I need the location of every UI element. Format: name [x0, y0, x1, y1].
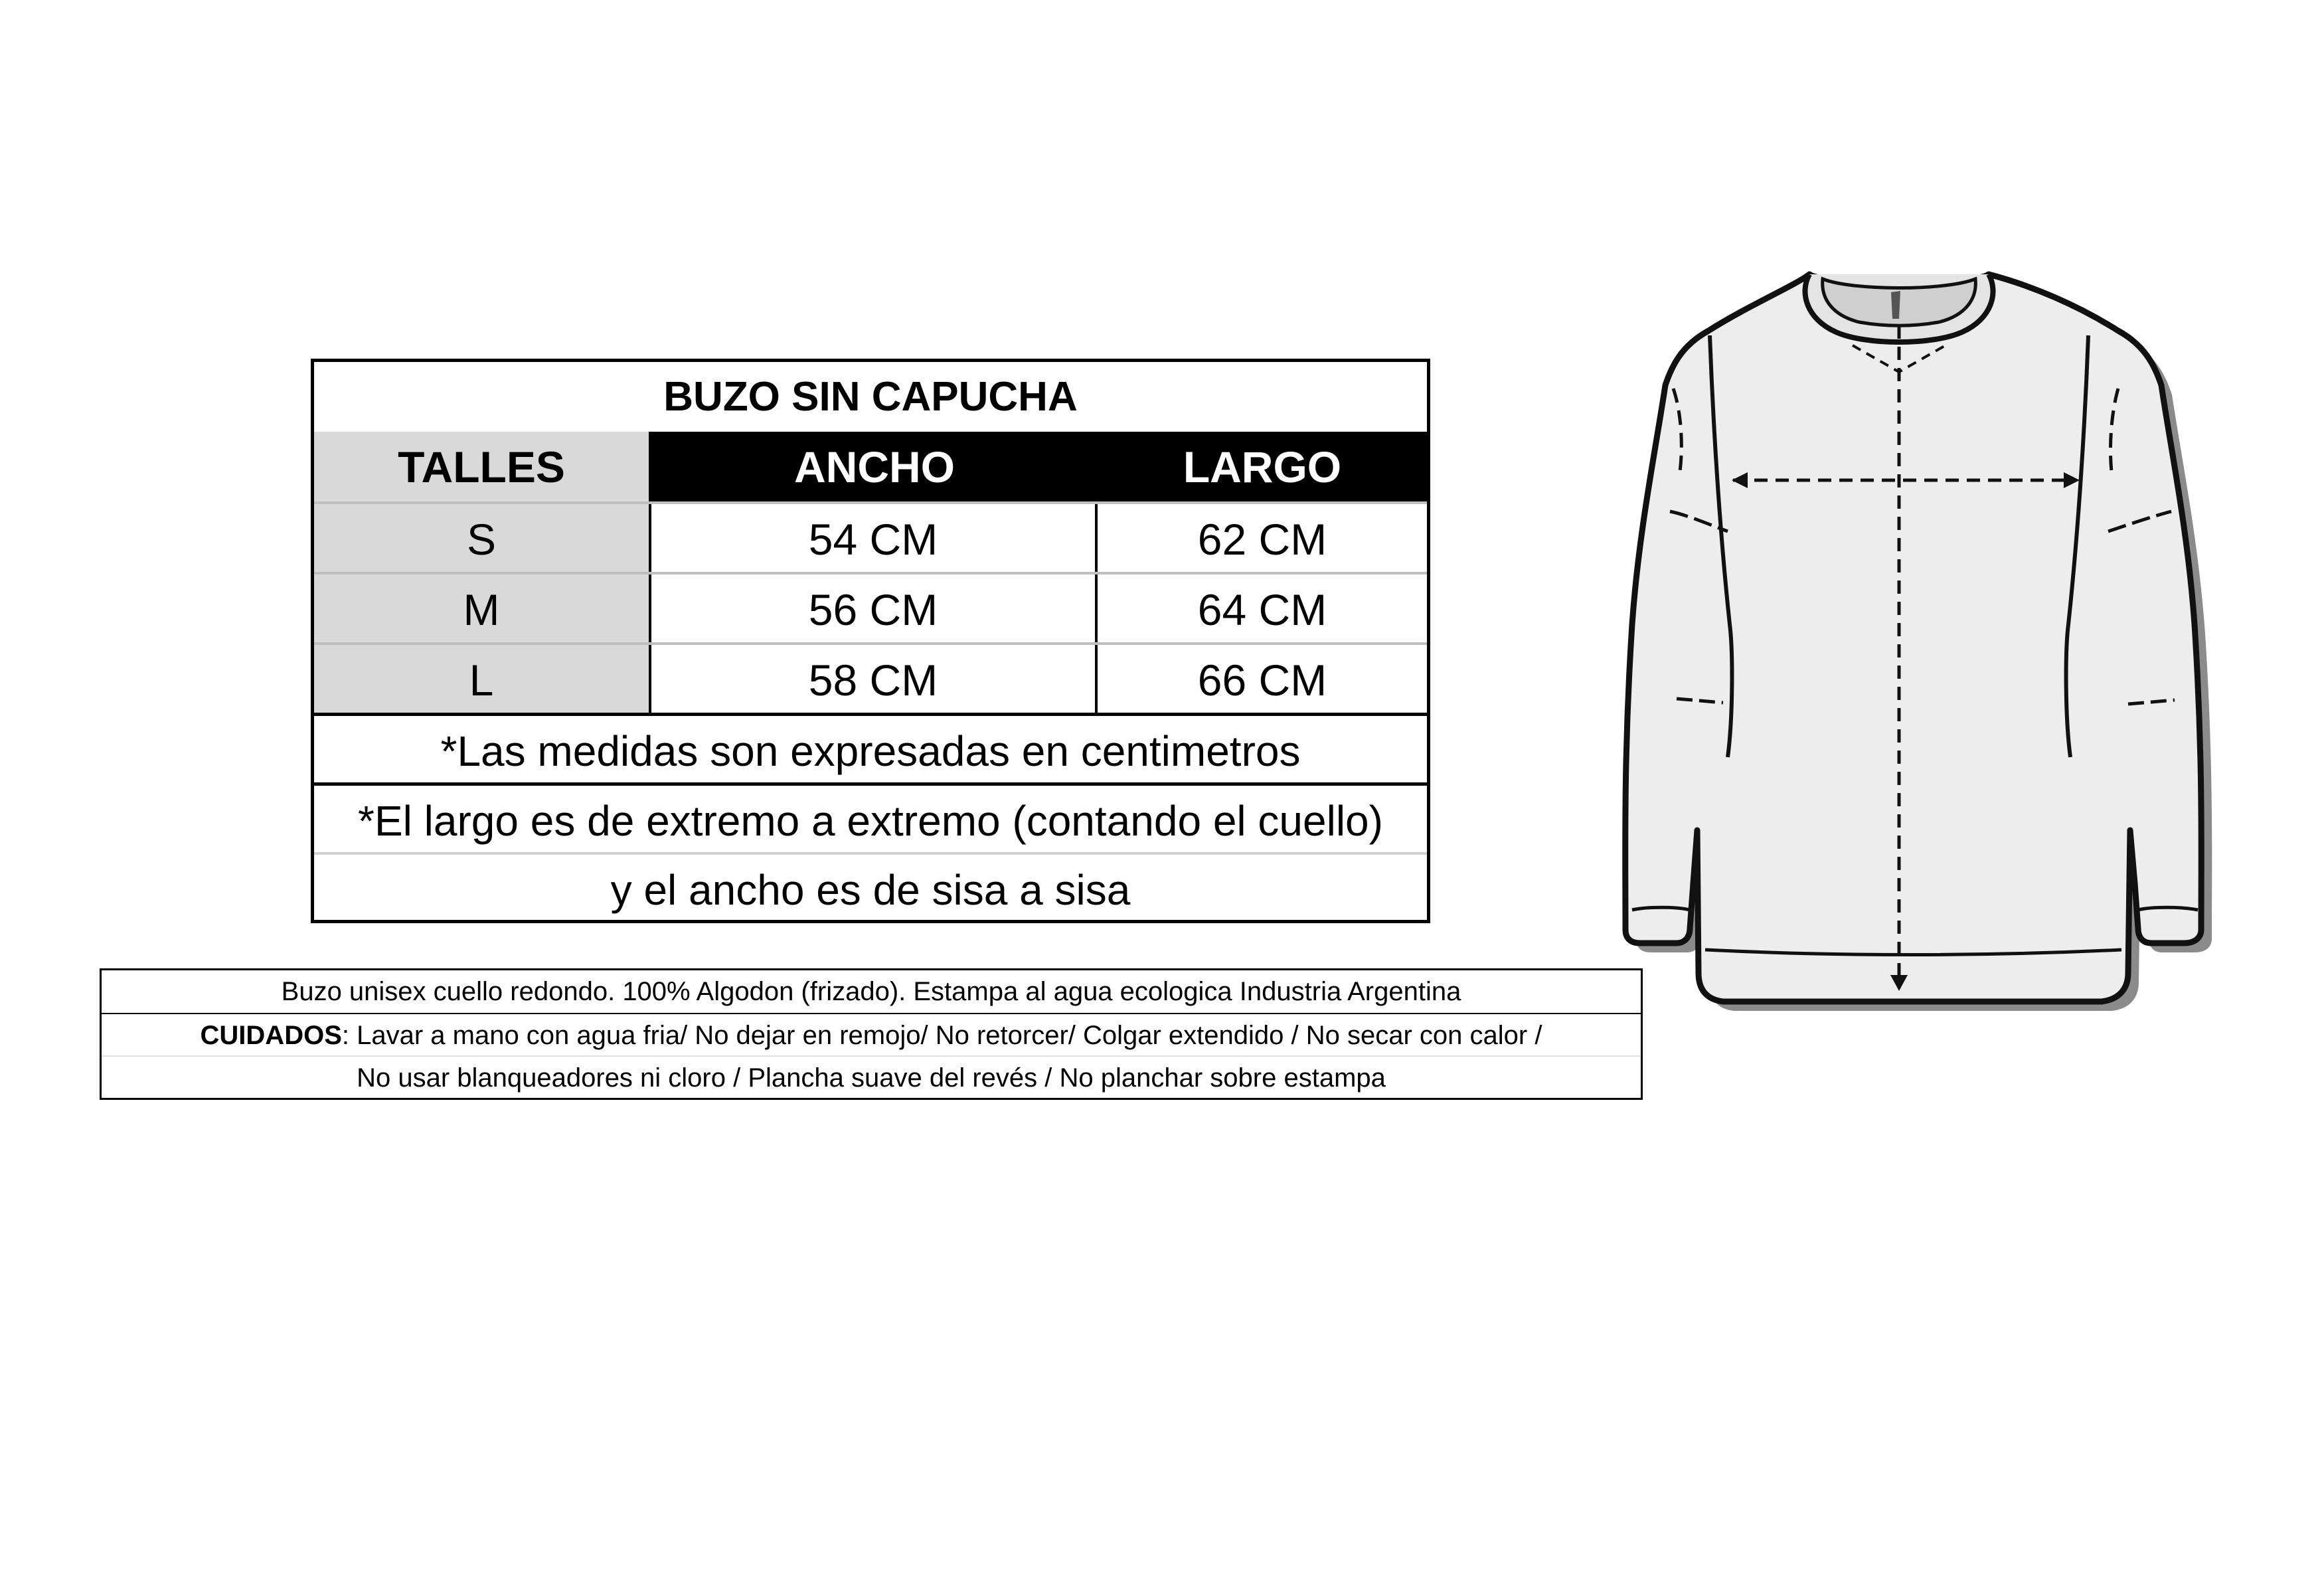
table-note: *Las medidas son expresadas en centimetros [440, 727, 1301, 775]
header-ancho: ANCHO [651, 432, 1098, 501]
sweatshirt-icon [1574, 252, 2244, 1023]
description-line [102, 970, 1641, 1013]
width-cell: 54 CM [651, 504, 1098, 575]
table-title-row [314, 362, 1427, 435]
size-cell: S [314, 504, 651, 575]
product-description-box [100, 968, 1643, 1100]
table-note-row [314, 713, 1427, 786]
header-largo: LARGO [1098, 432, 1427, 501]
table-title: BUZO SIN CAPUCHA [663, 374, 1078, 420]
care-text: No usar blanqueadores ni cloro / Plancha suave del revés / No planchar sobre estampa [357, 1063, 1386, 1093]
size-cell: L [314, 645, 651, 715]
table-note-row [314, 782, 1427, 855]
size-chart-table [311, 359, 1430, 923]
table-note: *El largo es de extremo a extremo (contando el cuello) [358, 796, 1383, 845]
care-label: CUIDADOS [200, 1020, 342, 1050]
care-line [102, 1013, 1641, 1057]
length-cell: 62 CM [1197, 515, 1327, 564]
size-cell: M [314, 575, 651, 645]
care-text: : Lavar a mano con agua fria/ No dejar en remojo/ No retorcer/ Colgar extendido / No secar con calor / [341, 1020, 1542, 1050]
length-cell: 64 CM [1197, 585, 1327, 634]
width-cell: 56 CM [651, 575, 1098, 645]
table-note: y el ancho es de sisa a sisa [610, 865, 1131, 914]
table-header-row [314, 432, 1427, 501]
width-cell: 58 CM [651, 645, 1098, 715]
table-row [314, 501, 1427, 575]
description-text: Buzo unisex cuello redondo. 100% Algodon (frizado). Estampa al agua ecologica Industria Argentina [281, 976, 1461, 1006]
length-cell: 66 CM [1197, 656, 1327, 705]
care-line [102, 1055, 1641, 1099]
header-talles: TALLES [314, 432, 651, 501]
table-row [314, 572, 1427, 645]
table-note-row [314, 852, 1427, 925]
table-row [314, 642, 1427, 715]
